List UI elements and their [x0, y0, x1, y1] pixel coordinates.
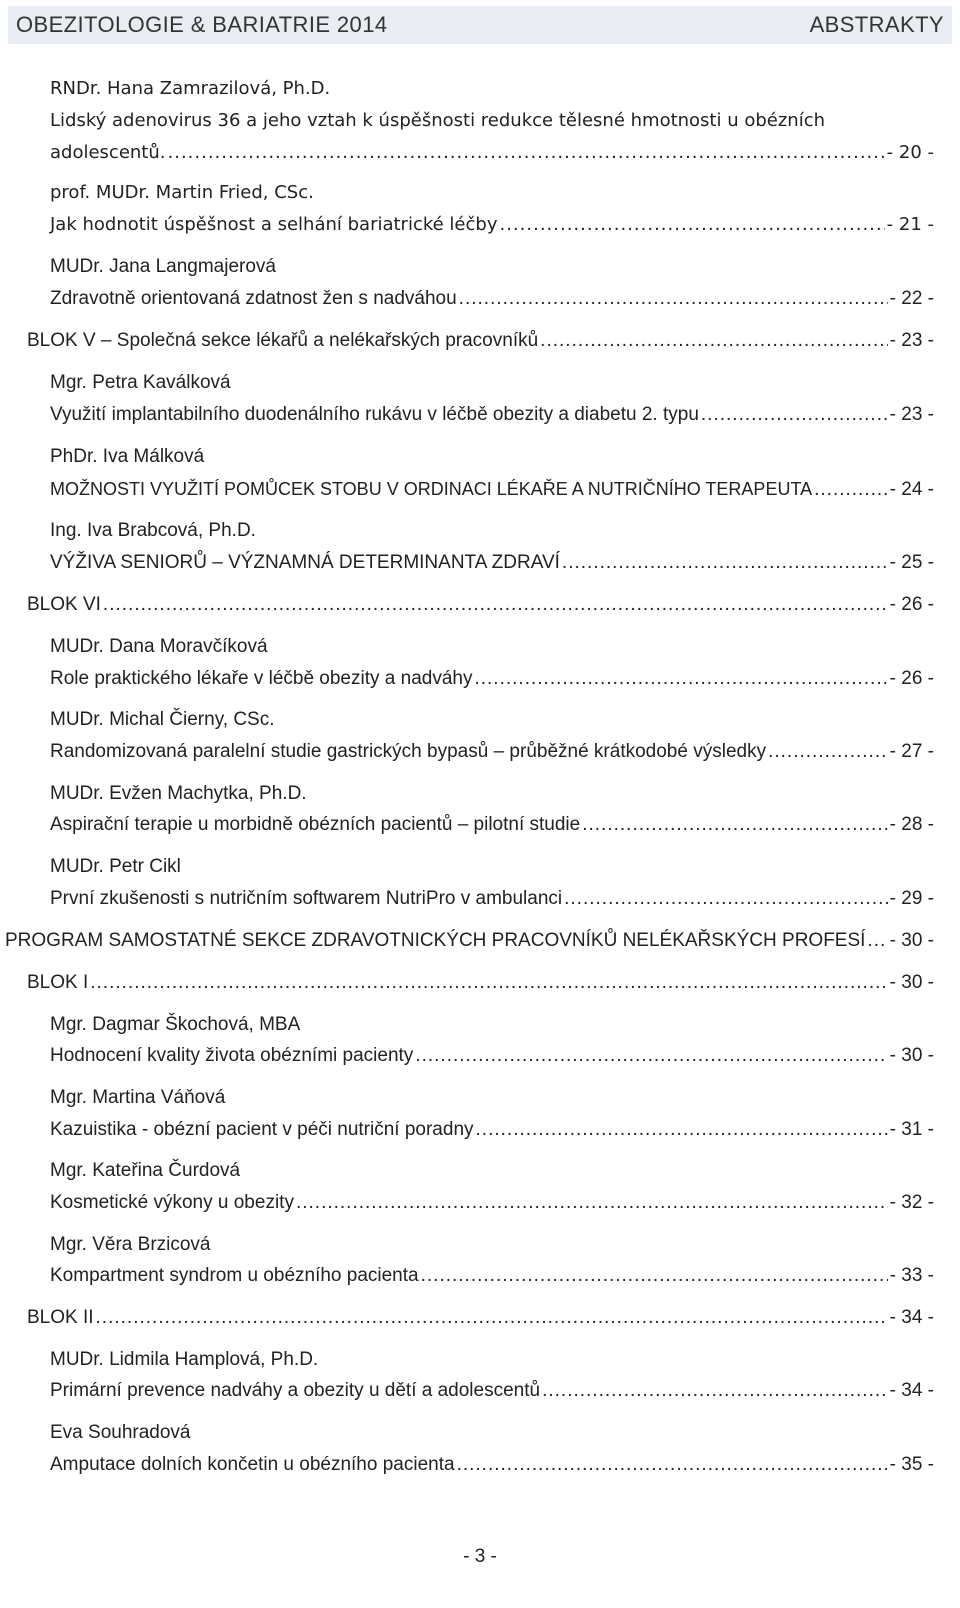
toc-title: Amputace dolních končetin u obézního pacienta	[50, 1454, 455, 1475]
toc-title: Aspirační terapie u morbidně obézních pacientů – pilotní studie	[50, 814, 581, 835]
dot-leader	[814, 478, 888, 502]
dot-leader	[499, 213, 884, 237]
header-journal-title: OBEZITOLOGIE & BARIATRIE 2014	[16, 12, 388, 37]
toc-program-title: PROGRAM SAMOSTATNÉ SEKCE ZDRAVOTNICKÝCH PRACOVNÍKŮ NELÉKAŘSKÝCH PROFESÍ	[5, 930, 866, 951]
header-section-label: ABSTRAKTY	[809, 12, 944, 37]
toc-entry-line[interactable]	[50, 667, 934, 691]
running-header	[8, 6, 952, 44]
toc-page-number: - 22 -	[889, 288, 934, 309]
toc-title: Kazuistika - obézní pacient v péči nutriční poradny	[50, 1119, 474, 1140]
dot-leader	[103, 593, 888, 617]
toc-page-number: - 26 -	[889, 594, 934, 615]
toc-section-line[interactable]	[27, 1306, 934, 1330]
toc-author: Mgr. Kateřina Čurdová	[50, 1160, 241, 1181]
dot-leader	[582, 813, 887, 837]
dot-leader	[296, 1191, 888, 1215]
dot-leader	[540, 329, 887, 353]
toc-title: VÝŽIVA SENIORŮ – VÝZNAMNÁ DETERMINANTA ZDRAVÍ	[50, 552, 560, 573]
toc-page-number: - 34 -	[889, 1380, 934, 1401]
toc-entry-line[interactable]	[50, 551, 934, 575]
toc-entry-line[interactable]	[50, 740, 934, 764]
toc-page-number: - 30 -	[889, 930, 934, 951]
toc-entry-line[interactable]	[50, 1191, 934, 1215]
toc-section-line[interactable]	[27, 593, 934, 617]
toc-entry-line[interactable]	[50, 887, 934, 911]
dot-leader	[542, 1379, 888, 1403]
toc-page-number: - 31 -	[889, 1119, 934, 1140]
dot-leader	[459, 287, 888, 311]
dot-leader	[474, 667, 887, 691]
toc-page-number: - 29 -	[889, 888, 934, 909]
toc-title: Zdravotně orientovaná zdatnost žen s nadváhou	[50, 288, 457, 309]
page-number: - 3 -	[463, 1546, 497, 1567]
dot-leader	[867, 929, 887, 953]
toc-entry-line[interactable]	[50, 813, 934, 837]
toc-entry-line[interactable]	[50, 1118, 934, 1142]
toc-page-number: - 21 -	[886, 214, 934, 235]
toc-title: Kompartment syndrom u obézního pacienta	[50, 1265, 419, 1286]
toc-entry-line[interactable]	[50, 213, 934, 237]
toc-author: MUDr. Lidmila Hamplová, Ph.D.	[50, 1349, 319, 1370]
toc-title: Randomizovaná paralelní studie gastrických bypasů – průběžné krátkodobé výsledky	[50, 741, 767, 762]
toc-entry-line[interactable]	[50, 287, 934, 311]
toc-page-number: - 28 -	[889, 814, 934, 835]
toc-entry-line[interactable]	[50, 141, 934, 165]
toc-entry-line[interactable]	[50, 1453, 934, 1477]
toc-page-number: - 26 -	[889, 668, 934, 689]
toc-entry-line[interactable]	[50, 1264, 934, 1288]
toc-title: MOŽNOSTI VYUŽITÍ POMŮCEK STOBU V ORDINACI LÉKAŘE A NUTRIČNÍHO TERAPEUTA	[50, 479, 813, 499]
toc-author: Mgr. Petra Kaválková	[50, 372, 231, 393]
toc-title: Primární prevence nadváhy a obezity u dětí a adolescentů	[50, 1380, 541, 1401]
toc-title: Využití implantabilního duodenálního rukávu v léčbě obezity a diabetu 2. typu	[50, 404, 699, 425]
toc-page-number: - 23 -	[889, 330, 934, 351]
toc-entry-line[interactable]	[50, 1044, 934, 1068]
toc-section-line[interactable]	[27, 329, 934, 353]
toc-title: Kosmetické výkony u obezity	[50, 1192, 294, 1213]
dot-leader	[701, 403, 888, 427]
dot-leader	[415, 1044, 887, 1068]
toc-page-number: - 25 -	[889, 552, 934, 573]
toc-section-title: BLOK VI	[27, 594, 101, 615]
toc-title: Role praktického lékaře v léčbě obezity a nadváhy	[50, 668, 473, 689]
toc-author: MUDr. Michal Čierny, CSc.	[50, 709, 275, 730]
toc-page-number: - 32 -	[889, 1192, 934, 1213]
toc-page-number: - 24 -	[889, 479, 934, 500]
toc-author: MUDr. Evžen Machytka, Ph.D.	[50, 783, 307, 804]
toc-section-title: BLOK I	[27, 972, 89, 993]
dot-leader	[457, 1453, 888, 1477]
dot-leader	[476, 1118, 888, 1142]
dot-leader	[90, 971, 887, 995]
toc-author: RNDr. Hana Zamrazilová, Ph.D.	[50, 78, 331, 99]
toc-entry-line[interactable]	[50, 477, 934, 502]
dot-leader	[564, 887, 888, 911]
toc-page-number: - 27 -	[889, 741, 934, 762]
toc-page-number: - 20 -	[886, 142, 934, 163]
toc-title: Jak hodnotit úspěšnost a selhání bariatrické léčby	[50, 214, 498, 235]
dot-leader	[421, 1264, 888, 1288]
toc-page-number: - 23 -	[889, 404, 934, 425]
toc-page-number: - 34 -	[889, 1307, 934, 1328]
toc-author: Eva Souhradová	[50, 1422, 191, 1443]
toc-page-number: - 30 -	[889, 972, 934, 993]
toc-entry-line[interactable]	[50, 403, 934, 427]
toc-title: Lidský adenovirus 36 a jeho vztah k úspěšnosti redukce tělesné hmotnosti u obézních	[50, 110, 826, 131]
toc-author: Mgr. Věra Brzicová	[50, 1234, 211, 1255]
dot-leader	[96, 1306, 888, 1330]
toc-author: MUDr. Petr Cikl	[50, 856, 181, 877]
toc-title-continuation: adolescentů.	[50, 142, 166, 163]
toc-section-title: BLOK V – Společná sekce lékařů a nelékařských pracovníků	[27, 330, 539, 351]
toc-page-number: - 33 -	[889, 1265, 934, 1286]
toc-author: PhDr. Iva Málková	[50, 446, 205, 467]
toc-author: Mgr. Martina Váňová	[50, 1087, 226, 1108]
dot-leader	[168, 141, 885, 165]
toc-page-number: - 30 -	[889, 1045, 934, 1066]
toc-author: Mgr. Dagmar Škochová, MBA	[50, 1014, 301, 1035]
dot-leader	[768, 740, 888, 764]
toc-author: Ing. Iva Brabcová, Ph.D.	[50, 520, 256, 541]
toc-author: MUDr. Dana Moravčíková	[50, 636, 268, 657]
toc-entry-line[interactable]	[50, 1379, 934, 1403]
toc-program-line[interactable]	[5, 929, 934, 953]
toc-section-title: BLOK II	[27, 1307, 94, 1328]
toc-title: Hodnocení kvality života obézními pacienty	[50, 1045, 414, 1066]
toc-section-line[interactable]	[27, 971, 934, 995]
toc-title: První zkušenosti s nutričním softwarem NutriPro v ambulanci	[50, 888, 563, 909]
toc-page-number: - 35 -	[889, 1454, 934, 1475]
dot-leader	[562, 551, 888, 575]
toc-author: MUDr. Jana Langmajerová	[50, 256, 276, 277]
toc-author: prof. MUDr. Martin Fried, CSc.	[50, 182, 314, 203]
